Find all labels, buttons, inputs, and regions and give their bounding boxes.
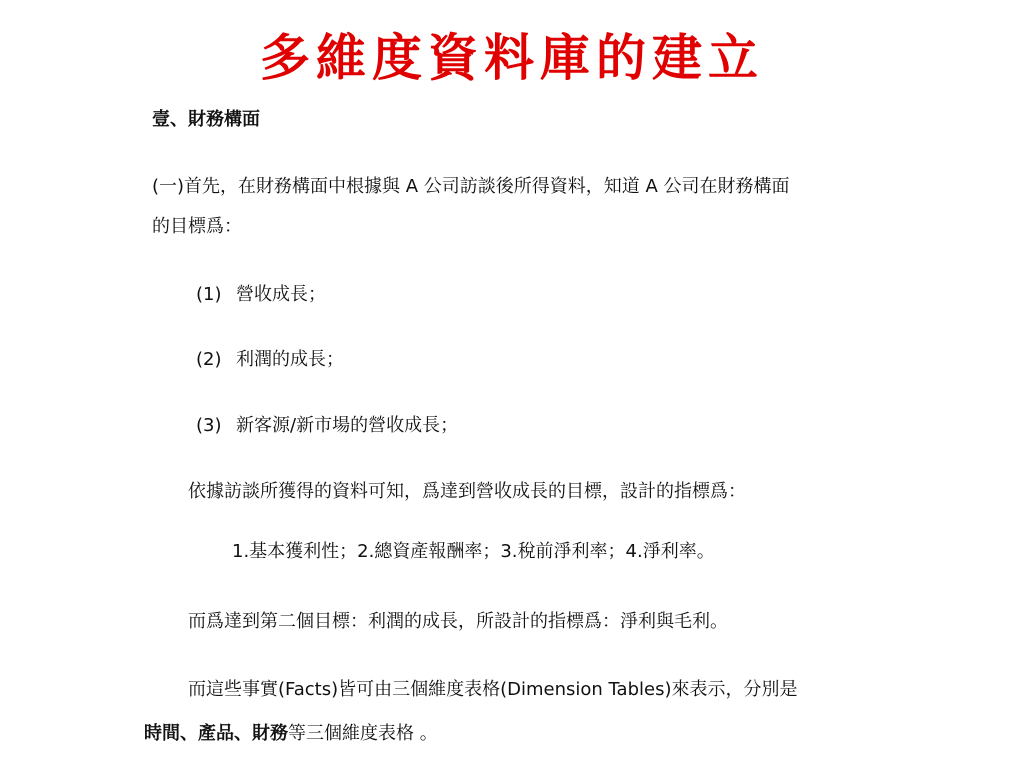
dimension-names: 時間、產品、財務 <box>144 723 288 744</box>
intro-line-2: 的目標爲： <box>152 216 242 237</box>
goal-text: 新客源/新市場的營收成長； <box>236 415 459 436</box>
indicators-list: 1.基本獲利性；2.總資產報酬率；3.稅前淨利率；4.淨利率。 <box>232 541 715 562</box>
goal-number: (3) <box>196 415 222 436</box>
second-goal-text: 而爲達到第二個目標：利潤的成長，所設計的指標爲：淨利與毛利。 <box>188 611 728 632</box>
facts-line-2-rest: 等三個維度表格 。 <box>288 723 438 744</box>
goal-item-2 <box>196 348 344 372</box>
goal-item-1 <box>196 283 326 307</box>
page-title: 多維度資料庫的建立 <box>260 28 764 87</box>
section-heading: 壹、財務構面 <box>152 109 260 130</box>
goal-number: (2) <box>196 349 222 370</box>
goal-text: 營收成長； <box>236 284 326 305</box>
intro-line-1: (一)首先，在財務構面中根據與 A 公司訪談後所得資料，知道 A 公司在財務構面 <box>152 176 790 197</box>
facts-line-2 <box>144 722 438 746</box>
goal-number: (1) <box>196 284 222 305</box>
facts-line-1: 而這些事實(Facts)皆可由三個維度表格(Dimension Tables)來表示，分別是 <box>188 679 798 700</box>
goal-item-3 <box>196 414 458 438</box>
indicators-intro: 依據訪談所獲得的資料可知，爲達到營收成長的目標，設計的指標爲： <box>188 481 746 502</box>
goal-text: 利潤的成長； <box>236 349 344 370</box>
